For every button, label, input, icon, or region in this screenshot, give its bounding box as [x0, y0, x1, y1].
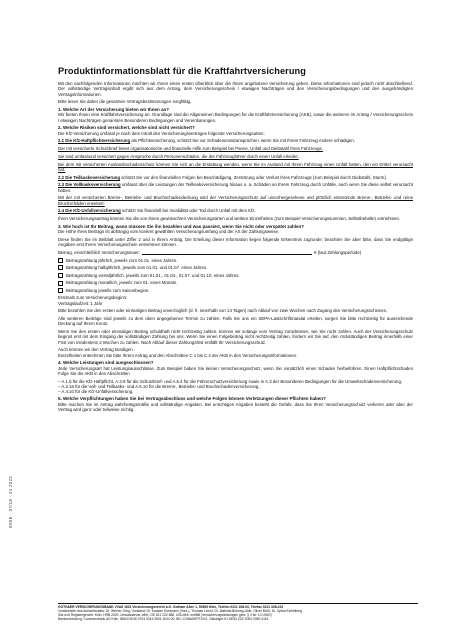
checkbox[interactable]: [58, 258, 63, 263]
section-3-para-3: Bitte bezahlen Sie den ersten oder einmaligen Beitrag unverzüglich (d. h. innerhalb von 14 Tagen) nach Ablauf von zwei Wochen nach Zugang des Versicherungsscheines.: [58, 308, 388, 314]
section-2-1-auslandsschutz: Bei dem mit versicherten Auslandsschadenschutz können Sie sich an die Erstattung wenden, wenn Sie im Ausland mit Ihrem Fahrzeug einen Unfall hatten, den ein Dritter verursacht hat.: [58, 161, 413, 172]
section-2-1-label: 2.1 Die Kfz-Haftpflichtversicherung: [58, 138, 131, 144]
intro-paragraph: Mit den nachfolgenden Informationen möchten wir Ihnen einen ersten Überblick über die Ihnen angebotene Versicherung geben. Diese Informationen sind jedoch nicht abschließend. Der vollständige Vertragsinhalt ergibt sich aus dem Antrag, dem Versicherungsschein / etwaigen Nachträgen und den Versicherungsbedingungen und den ausgehändigten Vertragsinformationen.: [58, 81, 413, 97]
section-5-text: Bitte machen Sie im Antrag wahrheitsgemäße und vollständige Angaben. Bei unrichtigen Angaben besteht die Gefahr, dass Sie Ihren Versicherungsschutz verlieren oder aber der Vertrag wird ganz oder teilweise nichtig.: [58, 401, 413, 412]
footer-register: Sitz und Registergericht: Köln, HRB 2020, Umsatzsteuer-IdNr.: DE 811 232 888, USt-IdNr. entfällt (Versicherungsleistungen gem. § 4 Nr. 10 UStG): [58, 613, 272, 618]
section-1-text: Wir bieten Ihnen eine Kraftfahrtversicherung an. Grundlage sind die Allgemeinen Bedingungen für die Kraftfahrtversicherung (AKB), sowie die weiteren im Antrag / Versicherungsschein / etwaigen Nachträgen genannten Besonderen Bedingungen und Vereinbarungen.: [58, 112, 413, 123]
payment-option-quarterly[interactable]: [58, 273, 413, 279]
checkbox[interactable]: [58, 288, 63, 293]
section-2-3-bruchschaden: Mit der mit versicherten Brems-, Betriebs- und Bruchschadendeckung wird der Versicherungsschutz auf unvorhergesehene und plötzlich eintretende Brems-, Betriebs- und reine Bruchschäden erweitert.: [58, 195, 413, 206]
section-3-text: Die Höhe Ihres Beitrags ist abhängig vom konkret gewählten Versicherungsumfang und der Art der Zahlungsweise.: [58, 229, 280, 234]
checkbox[interactable]: [58, 281, 63, 286]
intro-note: Bitte lesen Sie daher die gesamten Vertragsbestimmungen sorgfältig.: [58, 99, 192, 105]
section-2-2-label: 2.2 Die Teilkaskoversicherung: [58, 174, 120, 180]
list-item: – A.2.16 für die Voll- und Teilkasko- und A.6.10 für die Brems-, Betriebs- und Bruchschadenversicherung,: [58, 383, 260, 389]
section-2-4-text: schützt Sie finanziell bei Invalidität oder Tod durch Unfall mit dem Kfz.: [121, 208, 256, 214]
form-code: K60E · 07/18 · 01.2022: [8, 475, 13, 528]
section-2-1-schutzbrief: Der mit versicherte Schutzbrief bietet organisatorische und finanzielle Hilfe zum Beispiel bei Panne, Unfall und Diebstahl Ihres Fahrzeugs.: [58, 146, 323, 151]
section-2-2: [58, 175, 413, 180]
section-3-para-7: Einzelheiten entnehmen Sie bitte Ihrem Antrag und den Abschnitten C.1 bis C.4 der AKB in den Versicherungsinformationen.: [58, 352, 298, 358]
section-3-heading: 3. Wie hoch ist Ihr Beitrag, wann müssen Sie ihn bezahlen und was passiert, wenn Sie nicht oder verspätet zahlen?: [58, 223, 305, 229]
section-2-2-text: schützt Sie vor den finanziellen Folgen bei Beschädigung, Zerstörung oder Verlust Ihres Fahrzeugs (zum Beispiel durch Diebstahl, Sturm).: [121, 174, 388, 180]
vertragslaufzeit: Vertragslaufzeit: 1 Jahr: [58, 300, 103, 306]
section-2-1-text: als Pflichtversicherung, schützt Sie vor Schadenersatzansprüchen, wenn Sie mit Ihrem Fahrzeug Andere schädigen.: [131, 138, 355, 144]
payment-option-label: Beitragszahlung vierteljährlich, jeweils zum 01.01., 01.04., 01.07. und 01.10. eines Jahres.: [66, 272, 240, 278]
section-2-4: [58, 208, 413, 213]
section-1-heading: 1. Welche Art der Versicherung bieten wir Ihnen an?: [58, 107, 170, 112]
checkbox[interactable]: [58, 265, 63, 270]
list-item: – A.4.10 für die Kfz-Unfallversicherung.: [58, 389, 134, 395]
section-2-3-label: 2.3 Die Vollkaskoversicherung: [58, 182, 121, 188]
beitrag-input-line[interactable]: [142, 250, 312, 255]
section-3-para-6: Auch können wir den Vertrag kündigen.: [58, 347, 134, 353]
beitrag-unit: € (laut Zahlungsperiode): [314, 249, 362, 255]
section-2-4-note: Ihren Versicherungsantrag können Sie die von Ihnen gewünschten Versicherungsarten und weitere Einzelheiten (zum Beispiel Versicherungssummen, Selbstbehalte) entnehmen.: [58, 216, 401, 221]
list-item: – A.1.5 für die Kfz-Haftpflicht, A.3.9 für die Schutzbrief- und A.5.4 für die Fahrerschutzversicherung sowie in A.3 der Besonderen Bedingungen für die Umweltschadenversicherung,: [58, 378, 403, 384]
footer-board: Vorsitzender des Aufsichtsrates: Dr. Werner Görg, Vorstand: Dr. Karsten Eichmann (Vors.), Thomas Leicht, Dr. Mathias Bühring-Uhle, Oliver Brüß, Dr. Sylvia Eichelberg: [58, 609, 303, 614]
payment-option-halfyearly[interactable]: [58, 265, 413, 271]
footer-company: GOTHAER VERSICHERUNGSBANK VVaG 1601 Versicherungsverein a.G. Gothaer Allee 1, 50969 Köln, Telefon 0221 308-00, Telefax 0221 308-103: [58, 605, 284, 609]
beitrag-label: Beitrag, einschließlich Versicherungsteuer:: [58, 249, 141, 255]
section-2-1: [58, 138, 413, 143]
zahlung-erstmals: Erstmals zum Versicherungsbeginn:: [58, 295, 128, 301]
page-footer: [58, 603, 418, 621]
payment-option-label: Beitragszahlung jeweils zum Saisonbeginn.: [66, 287, 150, 293]
beitrag-row: [58, 250, 413, 255]
payment-option-label: Beitragszahlung halbjährlich, jeweils zum 01.01. und 01.07. eines Jahres.: [66, 265, 208, 271]
payment-option-monthly[interactable]: [58, 280, 413, 286]
payment-option-label: Beitragszahlung monatlich, jeweils zum 01. eines Monats.: [66, 280, 178, 286]
payment-option-season[interactable]: [58, 288, 413, 294]
document-body: [58, 66, 413, 415]
footer-bank: Bankverbindung: Commerzbank AG Köln, IBAN DE36 3704 0044 0501 3044 00, BIC COBADEFFXXX, Gläubiger-ID DE53 ZZZ 0000 0069 4115: [58, 617, 269, 622]
section-3-text-2: Diese finden Sie im Beiblatt unter Ziffer 2 und in Ihrem Antrag. Die Erteilung dieser Information liegen folgende Erkenntnis zugrunde; beachten Sie aber bitte, dass Sie endgültige Angaben erst Ihrem Versicherungsschein entnehmen können.: [58, 236, 413, 247]
section-2-4-label: 2.4 Die Kfz-Unfallversicherung: [58, 208, 121, 214]
payment-option-yearly[interactable]: [58, 258, 413, 264]
section-2-heading: 2. Welche Risiken sind versichert, welche sind nicht versichert?: [58, 125, 195, 131]
section-2-lead: Die Kfz-Versicherung umfasst je nach dem Inhalt des Versicherungsvertrages folgende Versicherungsarten:: [58, 130, 265, 136]
section-4-list: [58, 379, 413, 395]
section-3-para-4: Alle weiteren Beiträge sind jeweils zu dem oben angegebenen Termin zu zahlen. Falls Sie uns ein SEPA-Lastschriftmandat erteilen, sorgen Sie bitte rechtzeitig für ausreichende Deckung auf Ihrem Konto.: [58, 316, 413, 327]
page-title: Produktinformationsblatt für die Kraftfahrtversicherung: [58, 66, 306, 76]
section-4-text: Jede Versicherungsart hat Leistungsausschlüsse. Zum Beispiel haben Sie keinen Versicherungsschutz, wenn Sie vorsätzlich einen Schaden herbeiführen. Einen Haftpflichtschaden Folge Sie die AKB in den Abschnitten: [58, 365, 413, 376]
payment-option-label: Beitragszahlung jährlich, jeweils zum 01.01. eines Jahres.: [66, 257, 178, 263]
section-4-heading: 4. Welche Leistungen sind ausgeschlossen?: [58, 360, 154, 366]
checkbox[interactable]: [58, 273, 63, 278]
section-5-heading: 5. Welche Verpflichtungen haben Sie bei Vertragsabschluss und welche Folgen können Verletzungen dieser Pflichten haben?: [58, 396, 326, 402]
section-2-3: [58, 182, 413, 193]
section-2-1-fahrerschutz: Sie sind umfassend versichert gegen Ansprüche durch Personenschäden, die der Fahrzeugführer durch einen Unfall erleidet.: [58, 153, 299, 159]
section-2-3-text: umfasst über die Leistungen der Teilkaskoversicherung hinaus u. a. Schäden an Ihrem Fahrzeug durch Unfälle, auch wenn Sie diese selbst verursacht haben.: [58, 182, 413, 193]
section-3-para-5: Wenn Sie den ersten oder einmaligen Beitrag schuldhaft nicht rechtzeitig zahlen, können wir solange vom Vertrag zurücktreten, wie Sie nicht zahlen. Auch der Versicherungsschutz beginnt erst mit dem Eingang der vollständigen Zahlung bei uns. Wenn Sie einen Folgebeitrag nicht rechtzeitig zahlen, fordern wir Sie auf, den rückständigen Beitrag innerhalb einer Frist von mindestens 2 Wochen zu zahlen. Nach Ablauf dieser Zahlungsfrist entfällt Ihr Versicherungsschutz.: [58, 329, 413, 345]
